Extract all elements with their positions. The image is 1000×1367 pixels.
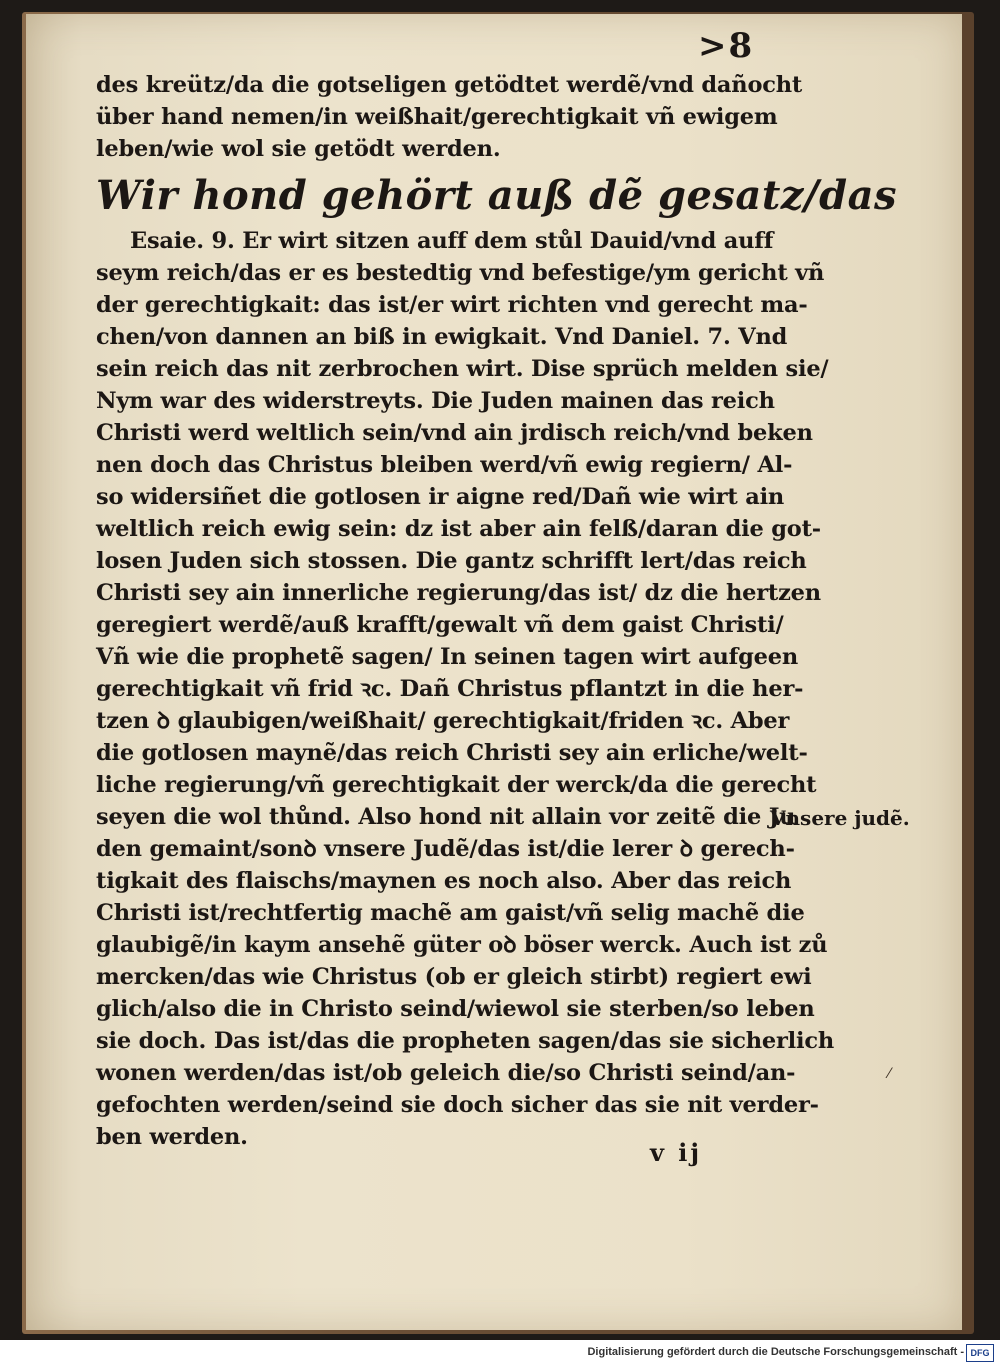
text-line: glich/also die in Christo seind/wiewol sie sterben/so leben [96, 996, 815, 1022]
ink-speck: ⁄ [888, 1066, 891, 1082]
text-line: seym reich/das er es bestedtig vnd befestige/ym gericht vñ [96, 260, 825, 286]
text-line: glaubigẽ/in kaym ansehẽ güter oꝺ böser werck. Auch ist zů [96, 932, 828, 958]
digitization-credit: Digitalisierung gefördert durch die Deutsche Forschungsgemeinschaft - [587, 1346, 964, 1358]
text-line: liche regierung/vñ gerechtigkait der werck/da die gerecht [96, 772, 817, 798]
text-line: geregiert werdẽ/auß krafft/gewalt vñ dem gaist Christi/ [96, 612, 784, 638]
text-line: über hand nemen/in weißhait/gerechtigkait vñ ewigem [96, 104, 778, 130]
text-line: weltlich reich ewig sein: dz ist aber ain felß/daran die got- [96, 516, 821, 542]
text-line: sie doch. Das ist/das die propheten sagen/das sie sicherlich [96, 1028, 835, 1054]
text-line: wonen werden/das ist/ob geleich die/so Christi seind/an- [96, 1060, 796, 1086]
text-line: Christi werd weltlich sein/vnd ain jrdisch reich/vnd beken [96, 420, 813, 446]
text-line: gefochten werden/seind sie doch sicher das sie nit verder- [96, 1092, 819, 1118]
text-line: gerechtigkait vñ frid ꝛc. Dañ Christus pflantzt in die her- [96, 676, 804, 702]
signature-mark: v ij [650, 1138, 703, 1167]
text-line: tzen ꝺ glaubigen/weißhait/ gerechtigkait/friden ꝛc. Aber [96, 708, 790, 734]
text-line: die gotlosen maynẽ/das reich Christi sey ain erliche/welt- [96, 740, 808, 766]
text-line: chen/von dannen an biß in ewigkait. Vnd Daniel. 7. Vnd [96, 324, 788, 350]
text-line: tigkait des flaischs/maynen es noch also. Aber das reich [96, 868, 792, 894]
text-line: ben werden. [96, 1124, 248, 1150]
folio-number: >8 [698, 26, 755, 66]
text-line: losen Juden sich stossen. Die gantz schrifft lert/das reich [96, 548, 807, 574]
text-line: nen doch das Christus bleiben werd/vñ ewig regiern/ Al- [96, 452, 793, 478]
text-line: Christi ist/rechtfertig machẽ am gaist/vñ selig machẽ die [96, 900, 805, 926]
text-line: den gemaint/sonꝺ vnsere Judẽ/das ist/die lerer ꝺ gerech- [96, 836, 795, 862]
text-line: Nym war des widerstreyts. Die Juden mainen das reich [96, 388, 775, 414]
text-line: Christi sey ain innerliche regierung/das ist/ dz die hertzen [96, 580, 821, 606]
text-line: der gerechtigkait: das ist/er wirt richten vnd gerecht ma- [96, 292, 808, 318]
margin-note: Vnsere judẽ. [770, 806, 910, 830]
text-line: so widersiñet die gotlosen ir aigne red/Dañ wie wirt ain [96, 484, 785, 510]
text-line: Vñ wie die prophetẽ sagen/ In seinen tagen wirt aufgeen [96, 644, 799, 670]
text-line: mercken/das wie Christus (ob er gleich stirbt) regiert ewi [96, 964, 812, 990]
text-line: Esaie. 9. Er wirt sitzen auff dem stůl Dauid/vnd auff [130, 228, 774, 254]
text-line: sein reich das nit zerbrochen wirt. Dise sprüch melden sie/ [96, 356, 829, 382]
dfg-logo-icon: DFG [966, 1344, 994, 1362]
text-line: seyen die wol thůnd. Also hond nit allain vor zeitẽ die Ju [96, 804, 796, 830]
text-line: leben/wie wol sie getödt werden. [96, 136, 501, 162]
text-line: des kreütz/da die gotseligen getödtet werdẽ/vnd dañocht [96, 72, 803, 98]
section-heading: Wir hond gehört auß dẽ gesatz/das [96, 172, 898, 219]
